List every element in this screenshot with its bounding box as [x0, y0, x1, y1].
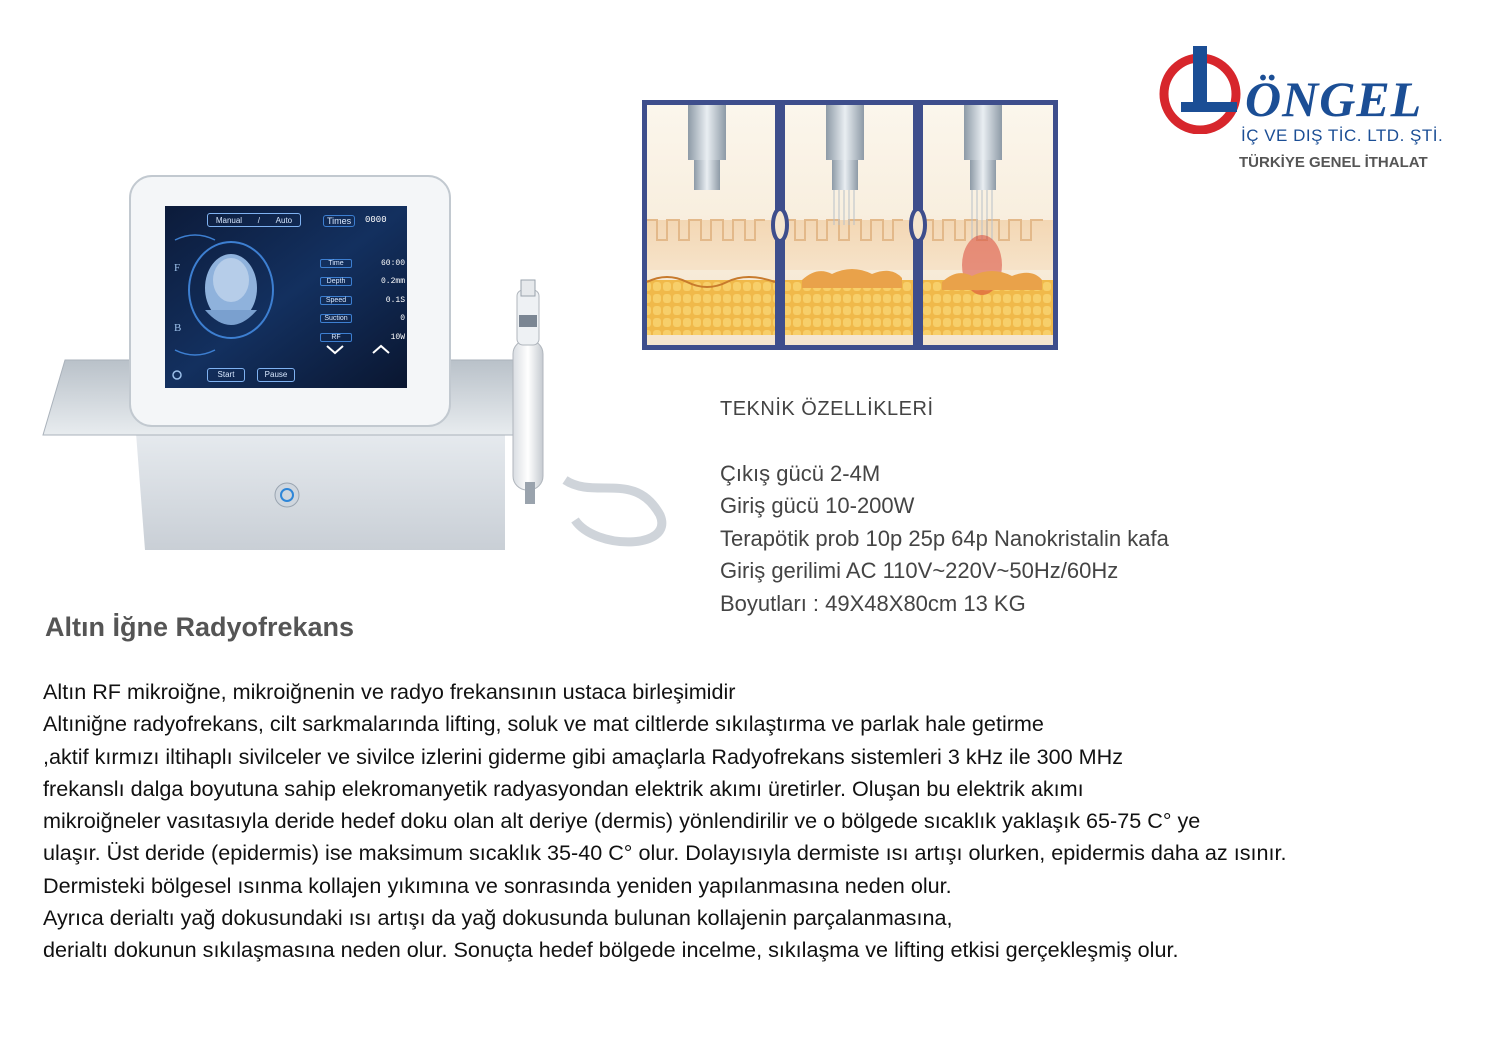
product-title: Altın İğne Radyofrekans — [45, 612, 355, 642]
device-image — [35, 170, 675, 580]
param-value: 0.1S — [385, 295, 405, 305]
spec-output-power: Çıkış gücü 2-4M — [720, 460, 881, 486]
param-value: 60:00 — [380, 258, 405, 268]
technical-specs — [720, 393, 1420, 621]
mode-toggle[interactable] — [207, 213, 301, 227]
side-b-label: B — [174, 322, 182, 334]
param-label: Suction — [320, 314, 352, 323]
param-value: 10W — [390, 332, 405, 342]
description-line: ulaşır. Üst deride (epidermis) ise maksimum sıcaklık 35-40 C° olur. Dolayısıyla dermiste ısı artışı olurken, epidermis daha az ısınır. — [43, 840, 1287, 866]
spec-dimensions: Boyutları : 49X48X80cm 13 KG — [720, 590, 1026, 616]
description-line: derialtı dokunun sıkılaşmasına neden olur. Sonuçta hedef bölgede incelme, sıkılaşma ve lifting etkisi gerçekleşmiş olur. — [43, 937, 1179, 963]
spec-voltage: Giriş gerilimi AC 110V~220V~50Hz/60Hz — [720, 558, 1119, 584]
description-line: Dermisteki bölgesel ısınma kollajen yıkımına ve sonrasında yeniden yapılanmasına neden olur. — [43, 872, 952, 898]
param-row[interactable] — [320, 273, 405, 292]
spec-input-power: Giriş gücü 10-200W — [720, 493, 915, 519]
description-line: Altın RF mikroiğne, mikroiğnenin ve radyo frekansının ustaca birleşimidir — [43, 679, 736, 704]
description-line: ,aktif kırmızı iltihaplı sivilceler ve sivilce izlerini giderme gibi amaçlarla Radyofrekans sistemleri 3 kHz ile 300 MHz — [43, 743, 1124, 769]
param-row[interactable] — [320, 310, 405, 329]
side-f-label: F — [174, 262, 181, 274]
times-value: 0000 — [365, 215, 387, 225]
spec-probe: Terapötik prob 10p 25p 64p Nanokristalin kafa — [720, 525, 1169, 551]
product-description — [43, 676, 1483, 967]
company-logo — [1155, 44, 1455, 184]
logo-tagline: TÜRKİYE GENEL İTHALAT — [1239, 154, 1428, 171]
description-line: frekanslı dalga boyutuna sahip elekromanyetik radyasyondan elektrik akımı üretirler. Oluşan bu elektrik akımı — [43, 775, 1084, 801]
logo-brand-text: ÖNGEL — [1245, 71, 1423, 127]
logo-emblem-icon — [1155, 44, 1255, 134]
param-label: Speed — [320, 296, 352, 305]
param-row[interactable] — [320, 254, 405, 273]
microneedle-diagram — [642, 100, 1058, 350]
mode-manual-label: Manual — [215, 215, 243, 225]
device-illustration — [35, 170, 675, 580]
param-value: 0 — [400, 314, 405, 324]
param-label: RF — [320, 333, 352, 342]
mode-separator: / — [257, 215, 260, 225]
specs-heading: TEKNİK ÖZELLİKLERİ — [720, 398, 934, 420]
times-label: Times — [323, 215, 355, 227]
logo-subtitle: İÇ VE DIŞ TİC. LTD. ŞTİ. — [1241, 126, 1444, 145]
mode-auto-label: Auto — [275, 215, 293, 225]
param-label: Time — [320, 259, 352, 268]
param-label: Depth — [320, 277, 352, 286]
skin-layers-illustration — [642, 100, 1058, 350]
param-row[interactable] — [320, 291, 405, 310]
description-line: mikroiğneler vasıtasıyla deride hedef doku olan alt deriye (dermis) yönlendirilir ve o bölgede sıcaklık yaklaşık 65-75 C° ye — [43, 808, 1201, 834]
param-row[interactable] — [320, 328, 405, 347]
param-value: 0.2mm — [380, 277, 405, 287]
description-line: Altıniğne radyofrekans, cilt sarkmalarında lifting, soluk ve mat ciltlerde sıkılaştırma ve parlak hale getirme — [43, 711, 1044, 737]
start-button[interactable]: Start — [207, 368, 245, 382]
pause-button[interactable]: Pause — [257, 368, 295, 382]
param-list — [320, 254, 405, 347]
description-line: Ayrıca derialtı yağ dokusundaki ısı artışı da yağ dokusunda bulunan kollajenin parçalanmasına, — [43, 905, 953, 931]
